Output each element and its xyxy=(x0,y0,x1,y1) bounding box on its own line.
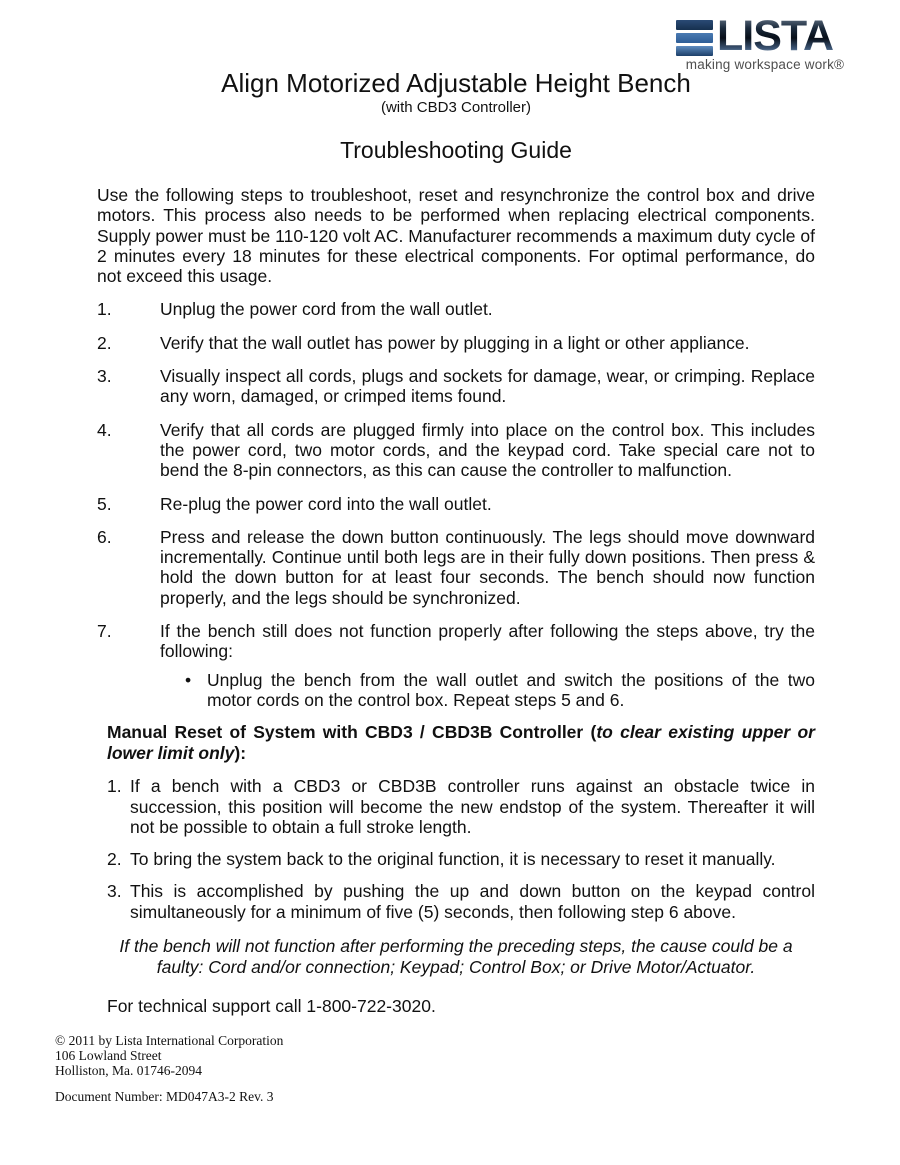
reset-step-item-1 xyxy=(97,776,815,837)
step-number: 2. xyxy=(97,332,112,353)
fault-note: If the bench will not function after performing the preceding steps, the cause could be a faulty: Cord and/or connection; Keypad; Control Box; or Drive Motor/Actuator. xyxy=(119,936,793,978)
reset-step-item-2 xyxy=(97,849,815,869)
drawer-stack-icon xyxy=(676,20,713,56)
lista-logo xyxy=(676,12,854,72)
bullet-text: Unplug the bench from the wall outlet and switch the positions of the two motor cords on the control box. Repeat steps 5 and 6. xyxy=(207,669,815,710)
step-text: If a bench with a CBD3 or CBD3B controller runs against an obstacle twice in succession, this position will become the new endstop of the system. Thereafter it will not be possible to obtain a full stroke length. xyxy=(130,776,815,837)
drawer-bar-middle xyxy=(676,33,713,43)
step-text: Verify that all cords are plugged firmly into place on the control box. This includes the power cord, two motor cords, and the keypad cord. Take special care not to bend the 8-pin connectors, as this can cause the controller to malfunction. xyxy=(160,419,815,481)
manual-reset-heading xyxy=(97,722,815,764)
step-number: 1. xyxy=(97,299,112,320)
step-number: 3. xyxy=(97,366,112,387)
step-text: To bring the system back to the original function, it is necessary to reset it manually. xyxy=(130,849,776,870)
step-number: 7. xyxy=(97,621,112,642)
footer-address-city: Holliston, Ma. 01746-2094 xyxy=(55,1062,202,1078)
footer-copyright: © 2011 by Lista International Corporation xyxy=(55,1033,284,1049)
step-text: Visually inspect all cords, plugs and sockets for damage, wear, or crimping. Replace any worn, damaged, or crimped items found. xyxy=(160,366,815,407)
step-item-4 xyxy=(97,420,815,481)
step-item-1 xyxy=(97,299,815,319)
step-number: 2. xyxy=(107,849,122,870)
step-text: This is accomplished by pushing the up and down button on the keypad control simultaneously for a minimum of five (5) seconds, then following step 6 above. xyxy=(130,881,815,922)
step-number: 3. xyxy=(107,881,122,902)
step-text: If the bench still does not function properly after following the steps above, try the following: xyxy=(160,621,815,662)
heading-prefix: Manual Reset of System with CBD3 / CBD3B Controller ( xyxy=(107,722,597,743)
bullet-marker: • xyxy=(185,669,192,690)
step-text: Verify that the wall outlet has power by plugging in a light or other appliance. xyxy=(160,332,750,353)
step-item-3 xyxy=(97,366,815,407)
intro-paragraph: Use the following steps to troubleshoot, reset and resynchronize the control box and drive motors. This process also needs to be performed when replacing electrical components. Supply power must be 110-120 volt AC. Manufacturer recommends a maximum duty cycle of 2 minutes every 18 minutes for these electrical components. For optimal performance, do not exceed this usage. xyxy=(97,185,815,287)
step-number: 4. xyxy=(97,419,112,440)
step-number: 1. xyxy=(107,776,122,797)
support-line: For technical support call 1-800-722-3020. xyxy=(107,996,436,1017)
reset-step-item-3 xyxy=(97,881,815,922)
step-item-2 xyxy=(97,333,815,353)
document-subtitle: (with CBD3 Controller) xyxy=(380,99,532,116)
step-item-5 xyxy=(97,494,815,514)
footer-document-number: Document Number: MD047A3-2 Rev. 3 xyxy=(55,1088,274,1104)
step-number: 5. xyxy=(97,493,112,514)
drawer-bar-top xyxy=(676,20,713,30)
step-item-7 xyxy=(97,621,815,662)
logo-tagline: making workspace work® xyxy=(685,57,845,72)
step-item-6 xyxy=(97,527,815,608)
logo-wordmark: LISTA xyxy=(717,12,834,60)
step-text: Unplug the power cord from the wall outlet. xyxy=(160,299,493,320)
logo-row xyxy=(676,12,854,60)
step7-bullet-item xyxy=(185,670,815,711)
document-title: Align Motorized Adjustable Height Bench xyxy=(221,68,691,98)
drawer-bar-bottom xyxy=(676,46,713,56)
step-text: Re-plug the power cord into the wall outlet. xyxy=(160,493,492,514)
heading-italic: to clear existing upper or lower limit only xyxy=(107,722,815,764)
heading-suffix: ): xyxy=(234,743,247,764)
guide-title: Troubleshooting Guide xyxy=(340,137,572,163)
step-text: Press and release the down button continuously. The legs should move downward incrementally. Continue until both legs are in their fully down positions. Then press & hold the down button for at least four seconds. The bench should now function properly, and the legs should be synchronized. xyxy=(160,526,815,608)
footer-address-street: 106 Lowland Street xyxy=(55,1048,162,1064)
step-number: 6. xyxy=(97,526,112,547)
footer xyxy=(0,1034,900,1104)
